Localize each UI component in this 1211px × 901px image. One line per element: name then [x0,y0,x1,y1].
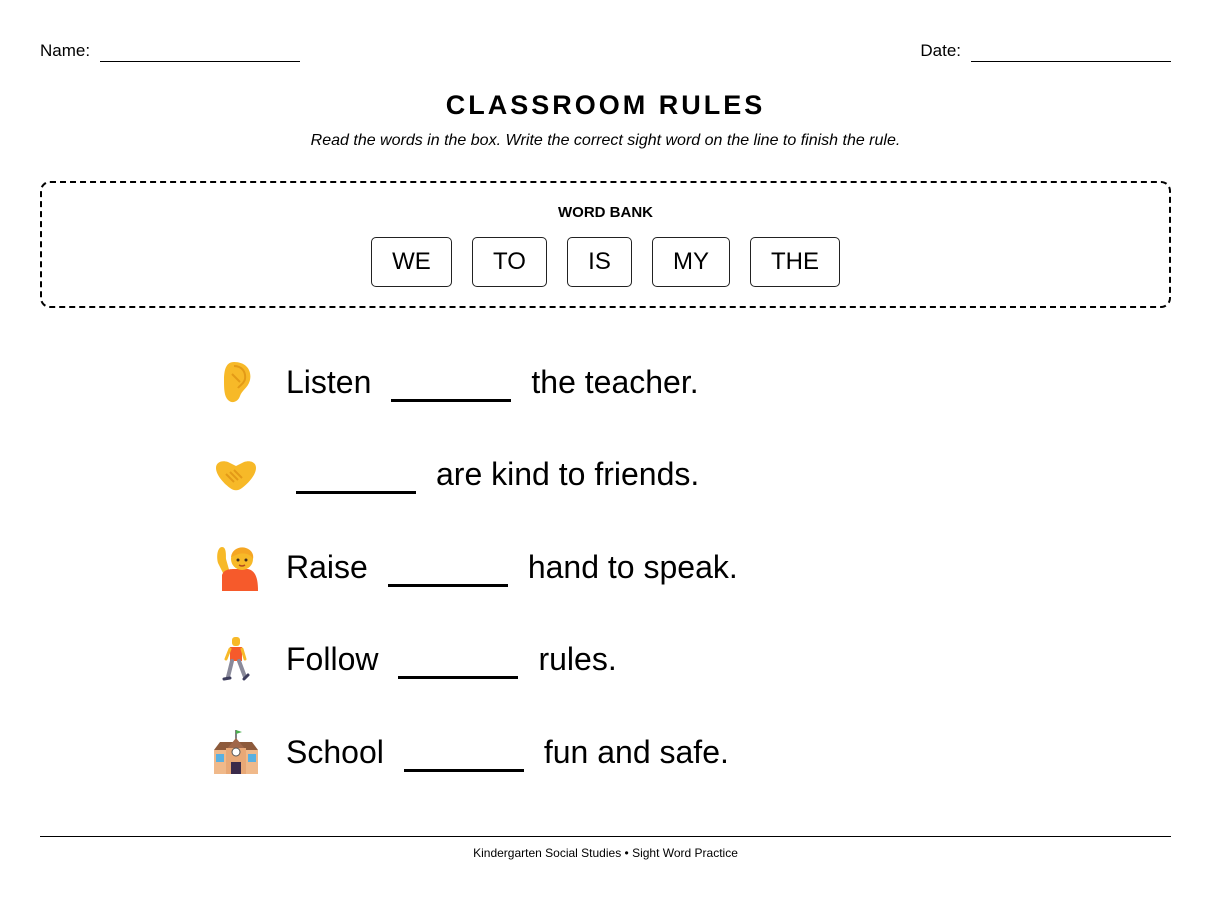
instructions: Read the words in the box. Write the correct sight word on the line to finish the rule. [310,132,901,149]
rule-text [286,362,699,402]
word-tile-my[interactable]: MY [652,237,730,287]
rule-after: are kind to friends. [436,456,700,492]
ear-icon [210,356,262,408]
rule-before: School [286,734,384,770]
handshake-icon [210,448,262,500]
word-bank [40,181,1171,308]
date-field [920,40,1171,62]
rule-before: Listen [286,364,372,400]
rule-after: rules. [538,641,617,677]
rule-text [286,454,699,494]
school-icon [210,726,262,778]
header-row [40,38,1171,62]
word-tile-the[interactable]: THE [750,237,840,287]
rule-item-3 [210,537,738,597]
answer-blank-1[interactable] [391,372,511,402]
word-bank-title: WORD BANK [558,204,653,221]
date-label: Date: [920,41,961,60]
rule-item-5 [210,722,729,782]
rule-text [286,732,729,772]
date-input-line[interactable] [971,40,1171,62]
word-tile-to[interactable]: TO [472,237,547,287]
word-tile-we[interactable]: WE [371,237,452,287]
answer-blank-3[interactable] [388,557,508,587]
name-input-line[interactable] [100,40,300,62]
name-field [40,40,300,62]
footer-divider [40,836,1171,837]
rule-text [286,547,738,587]
person-walking-icon [210,633,262,685]
word-tiles [42,237,1169,287]
answer-blank-2[interactable] [296,464,416,494]
rule-item-2 [210,444,699,504]
footer-text: Kindergarten Social Studies • Sight Word Practice [473,846,738,860]
rule-after: fun and safe. [543,734,729,770]
rule-text [286,639,617,679]
name-label: Name: [40,41,91,60]
rule-item-1 [210,352,699,412]
answer-blank-5[interactable] [404,742,524,772]
rule-after: hand to speak. [527,549,738,585]
word-tile-is[interactable]: IS [567,237,632,287]
rule-before: Follow [286,641,379,677]
rule-before: Raise [286,549,368,585]
rule-item-4 [210,629,617,689]
answer-blank-4[interactable] [398,649,518,679]
page-title: CLASSROOM RULES [445,90,766,120]
person-raising-hand-icon [210,541,262,593]
rule-after: the teacher. [531,364,699,400]
